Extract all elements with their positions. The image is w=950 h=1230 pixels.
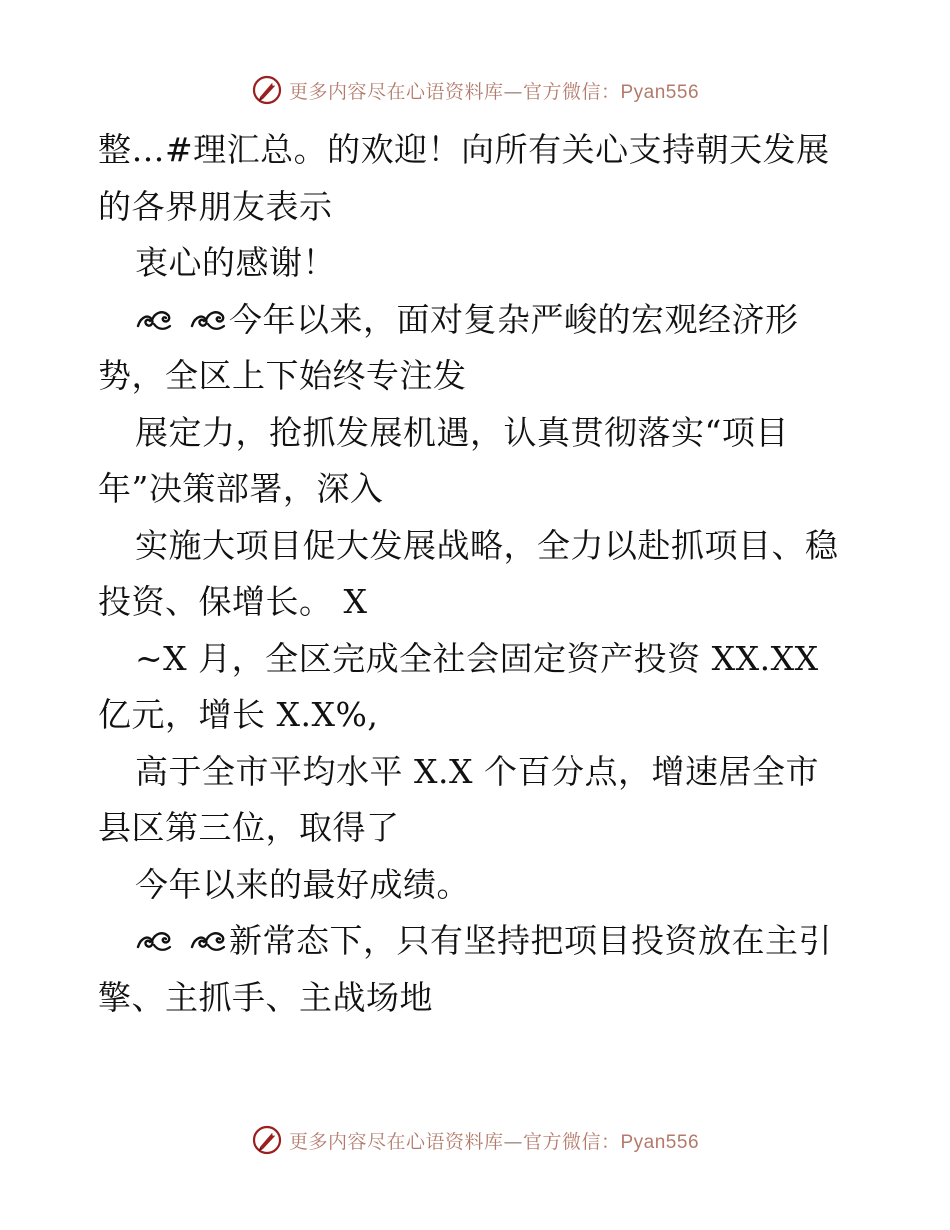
line-text: 实施大项目促大发展战略，全力以赴抓项目、稳 (135, 525, 839, 565)
paragraph-line (98, 518, 858, 575)
banner-wechat-id: Pyan556 (620, 1131, 700, 1153)
flourish-ornament-icon (135, 306, 173, 334)
banner-dash: — (503, 80, 523, 103)
header-banner-content (251, 74, 699, 106)
paragraph-line (98, 122, 858, 179)
line-text: 展定力，抢抓发展机遇，认真贯彻落实“项目 (135, 412, 789, 452)
line-text: 年”决策部署，深入 (98, 469, 384, 508)
footer-banner-content (251, 1124, 699, 1156)
paragraph-line (98, 744, 858, 801)
pen-in-circle-icon (251, 1124, 283, 1156)
line-text: 亿元，增长 X.X%, (98, 695, 379, 734)
banner-official-label: 官方微信： (522, 80, 621, 103)
line-text: 高于全市平均水平 X.X 个百分点，增速居全市 (135, 751, 819, 791)
banner-dash: — (503, 1130, 523, 1153)
banner-text (289, 1127, 699, 1154)
line-text: 擎、主抓手、主战场地 (98, 977, 433, 1017)
line-text: 今年以来，面对复杂严峻的宏观经济形 (229, 299, 799, 339)
line-text: 衷心的感谢！ (135, 243, 336, 282)
paragraph-line (98, 235, 858, 292)
line-text: 新常态下，只有坚持把项目投资放在主引 (229, 921, 832, 960)
paragraph-line (98, 348, 858, 405)
paragraph-line (98, 687, 858, 744)
paragraph-line (98, 405, 858, 462)
line-text: ~X 月，全区完成全社会固定资产投资 XX.XX (135, 638, 819, 678)
flourish-ornament-icon (135, 927, 173, 955)
line-text: 的各界朋友表示 (98, 186, 333, 226)
pen-in-circle-icon (251, 74, 283, 106)
footer-banner (0, 1120, 950, 1160)
flourish-ornament-icon (189, 306, 227, 334)
banner-site-name: 更多内容尽在心语资料库 (288, 1130, 504, 1153)
paragraph-line (98, 913, 858, 970)
flourish-ornament-icon (189, 927, 227, 955)
paragraph-line (98, 970, 858, 1027)
paragraph-line (98, 292, 858, 349)
banner-site-name: 更多内容尽在心语资料库 (288, 80, 504, 103)
line-text: 今年以来的最好成绩。 (135, 864, 470, 904)
paragraph-line (98, 179, 858, 236)
header-banner (0, 70, 950, 110)
banner-text (289, 77, 699, 104)
paragraph-line (98, 461, 858, 518)
document-body (98, 122, 858, 1026)
paragraph-line (98, 574, 858, 631)
paragraph-line (98, 800, 858, 857)
paragraph-line (98, 631, 858, 688)
line-text: 整…#理汇总。的欢迎！向所有关心支持朝天发展 (98, 130, 830, 169)
banner-wechat-id: Pyan556 (620, 81, 700, 103)
banner-official-label: 官方微信： (522, 1130, 621, 1153)
paragraph-line (98, 857, 858, 914)
line-text: 县区第三位，取得了 (98, 808, 400, 847)
line-text: 投资、保增长。 X (98, 582, 368, 621)
line-text: 势，全区上下始终专注发 (98, 356, 467, 395)
